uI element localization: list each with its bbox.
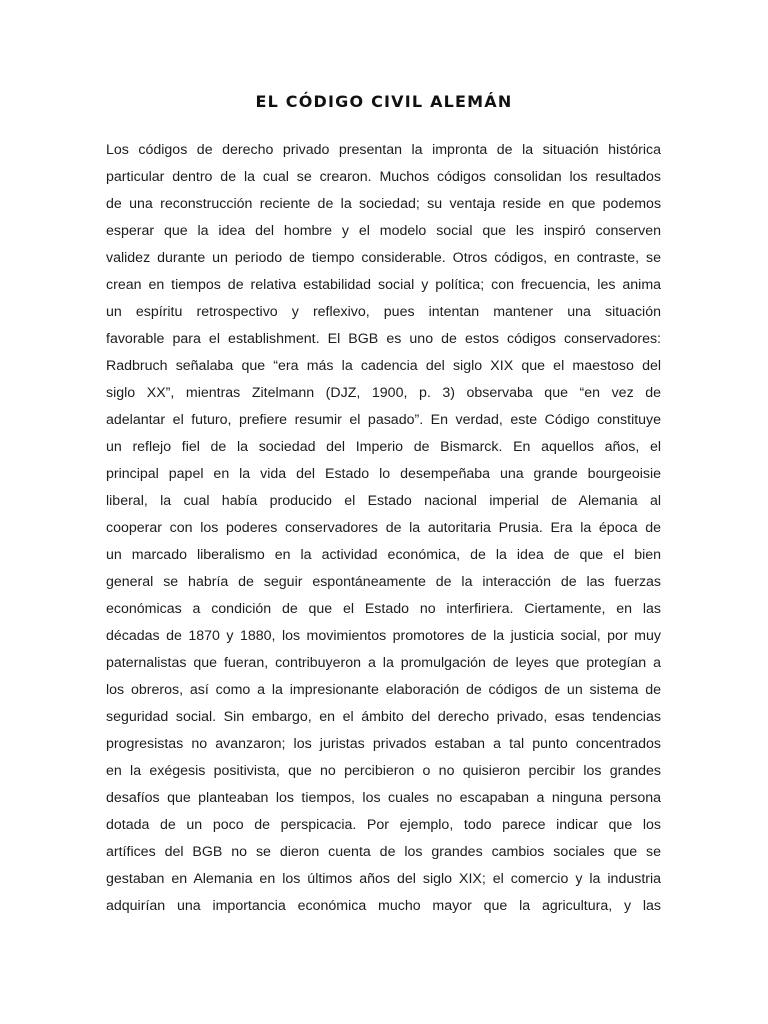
paragraph-line: un espíritu retrospectivo y reflexivo, pues intentan mantener una situación bbox=[106, 304, 661, 320]
paragraph-line: crean en tiempos de relativa estabilidad social y política; con frecuencia, les anima bbox=[106, 277, 662, 293]
paragraph-line: en la exégesis positivista, que no percibieron o no quisieron percibir los grandes bbox=[106, 763, 662, 779]
paragraph-line: los obreros, así como a la impresionante elaboración de códigos de un sistema de bbox=[106, 682, 662, 698]
paragraph-line: seguridad social. Sin embargo, en el ámbito del derecho privado, esas tendencias bbox=[106, 709, 661, 725]
paragraph-line: económicas a condición de que el Estado no interfiriera. Ciertamente, en las bbox=[106, 601, 661, 617]
paragraph-line: principal papel en la vida del Estado lo desempeñaba una grande bourgeoisie bbox=[106, 466, 662, 482]
paragraph-line: Los códigos de derecho privado presentan la impronta de la situación histórica bbox=[106, 142, 661, 158]
document-title: EL CÓDIGO CIVIL ALEMÁN bbox=[255, 92, 513, 111]
paragraph-line: adquirían una importancia económica mucho mayor que la agricultura, y las bbox=[106, 898, 662, 914]
paragraph-line: Radbruch señalaba que “era más la cadencia del siglo XIX que el maestoso del bbox=[106, 358, 662, 374]
paragraph-line: adelantar el futuro, prefiere resumir el pasado”. En verdad, este Código constituye bbox=[106, 412, 662, 428]
paragraph-line: artífices del BGB no se dieron cuenta de los grandes cambios sociales que se bbox=[106, 844, 662, 860]
paragraph-line: esperar que la idea del hombre y el modelo social que les inspiró conserven bbox=[106, 223, 662, 239]
paragraph-line: desafíos que planteaban los tiempos, los cuales no escapaban a ninguna persona bbox=[106, 790, 662, 806]
paragraph-line: paternalistas que fueran, contribuyeron a la promulgación de leyes que protegían a bbox=[106, 655, 662, 671]
paragraph-line: un marcado liberalismo en la actividad económica, de la idea de que el bien bbox=[106, 547, 662, 563]
paragraph-line: progresistas no avanzaron; los juristas privados estaban a tal punto concentrados bbox=[106, 736, 662, 752]
paragraph-line: gestaban en Alemania en los últimos años del siglo XIX; el comercio y la industria bbox=[106, 871, 662, 887]
paragraph-line: favorable para el establishment. El BGB es uno de estos códigos conservadores: bbox=[106, 331, 662, 347]
body-paragraph bbox=[106, 137, 661, 920]
paragraph-line: de una reconstrucción reciente de la sociedad; su ventaja reside en que podemos bbox=[106, 196, 662, 212]
paragraph-line: particular dentro de la cual se crearon. Muchos códigos consolidan los resultados bbox=[106, 169, 661, 185]
paragraph-line: general se habría de seguir espontáneamente de la interacción de las fuerzas bbox=[106, 574, 662, 590]
paragraph-line: dotada de un poco de perspicacia. Por ejemplo, todo parece indicar que los bbox=[106, 817, 661, 833]
paragraph-line: cooperar con los poderes conservadores de la autoritaria Prusia. Era la época de bbox=[106, 520, 662, 536]
paragraph-line: liberal, la cual había producido el Estado nacional imperial de Alemania al bbox=[106, 493, 662, 509]
paragraph-line: siglo XX”, mientras Zitelmann (DJZ, 1900, p. 3) observaba que “en vez de bbox=[106, 385, 661, 401]
paragraph-line: validez durante un periodo de tiempo considerable. Otros códigos, en contraste, se bbox=[106, 250, 661, 266]
paragraph-line: un reflejo fiel de la sociedad del Imperio de Bismarck. En aquellos años, el bbox=[106, 439, 662, 455]
paragraph-line: décadas de 1870 y 1880, los movimientos promotores de la justicia social, por muy bbox=[106, 628, 661, 644]
